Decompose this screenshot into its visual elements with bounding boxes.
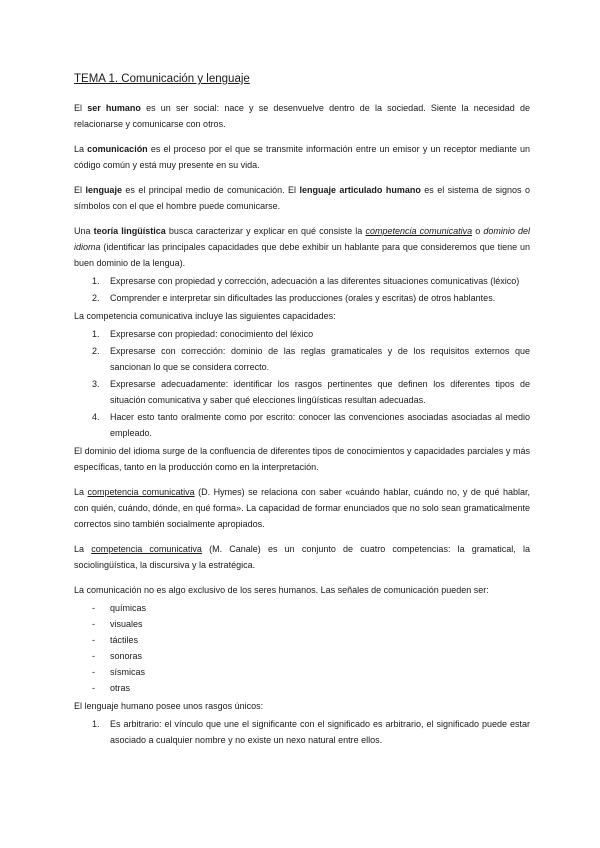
list-item: - sonoras <box>92 651 143 661</box>
list-item: - químicas <box>92 603 147 613</box>
list-item: 2. Comprender e interpretar sin dificultades las producciones (orales y escritas) de otros hablantes. <box>92 293 496 303</box>
paragraph-rasgos-intro: El lenguaje humano posee unos rasgos únicos: <box>74 701 264 711</box>
list-item: 3. Expresarse adecuadamente: identificar los rasgos pertinentes que definen los diferentes tipos de situación comunicativa y saber qué elecciones lingüísticas resultan adecuadas. <box>92 379 530 405</box>
paragraph-canale: La competencia comunicativa (M. Canale) es un conjunto de cuatro competencias: la gramatical, la sociolingüística, la discursiva y la estratégica. <box>74 544 530 570</box>
paragraph-dominio-idioma: El dominio del idioma surge de la confluencia de diferentes tipos de conocimientos y capacidades parciales y más específicas, tanto en la producción como en la interpretación. <box>74 446 530 472</box>
list-senales <box>74 600 530 696</box>
list-item: - sísmicas <box>92 667 146 677</box>
paragraph-comunicacion: La comunicación es el proceso por el que se transmite información entre un emisor y un receptor mediante un código común y está muy presente en su vida. <box>74 144 530 170</box>
paragraph-ser-humano: El ser humano es un ser social: nace y se desenvuelve dentro de la sociedad. Siente la necesidad de relacionarse y comunicarse con otros. <box>74 103 530 129</box>
document-page <box>74 70 530 750</box>
paragraph-teoria-linguistica: Una teoría lingüística busca caracterizar y explicar en qué consiste la competencia comunicativa o dominio del idioma (identificar las principales capacidades que debe exhibir un hablante para que consideremos que tiene un buen dominio de la lengua). <box>74 226 531 268</box>
list-item: 2. Expresarse con corrección: dominio de las reglas gramaticales y de los requisitos externos que sancionan lo que se considera correcto. <box>92 346 530 372</box>
list-item: 1. Expresarse con propiedad: conocimiento del léxico <box>92 329 314 339</box>
paragraph-capacidades-intro: La competencia comunicativa incluye las siguientes capacidades: <box>74 311 336 321</box>
paragraph-hymes: La competencia comunicativa (D. Hymes) se relaciona con saber «cuándo hablar, cuándo no, y de qué hablar, con quién, cuándo, dónde, en qué forma». La capacidad de formar enunciados que no solo sean gramaticalmente correctos sino también socialmente apropiados. <box>74 487 530 529</box>
list-item: - táctiles <box>92 635 139 645</box>
paragraph-lenguaje: El lenguaje es el principal medio de comunicación. El lenguaje articulado humano es el sistema de signos o símbolos con el que el hombre puede comunicarse. <box>74 185 530 211</box>
list-item: 1. Es arbitrario: el vínculo que une el significante con el significado es arbitrario, el significado puede estar asociado a cualquier nombre y no existe un nexo natural entre ellos. <box>92 719 530 745</box>
list-competencias <box>74 273 530 306</box>
list-capacidades <box>74 326 530 441</box>
page-title: TEMA 1. Comunicación y lenguaje <box>74 73 250 85</box>
list-item: - otras <box>92 683 131 693</box>
list-item: 4. Hacer esto tanto oralmente como por escrito: conocer las convenciones asociadas asociadas al medio empleado. <box>92 412 530 438</box>
paragraph-senales-intro: La comunicación no es algo exclusivo de los seres humanos. Las señales de comunicación pueden ser: <box>74 585 489 595</box>
list-item: - visuales <box>92 619 143 629</box>
list-item: 1. Expresarse con propiedad y corrección, adecuación a las diferentes situaciones comunicativas (léxico) <box>92 276 520 286</box>
list-rasgos <box>74 716 530 748</box>
